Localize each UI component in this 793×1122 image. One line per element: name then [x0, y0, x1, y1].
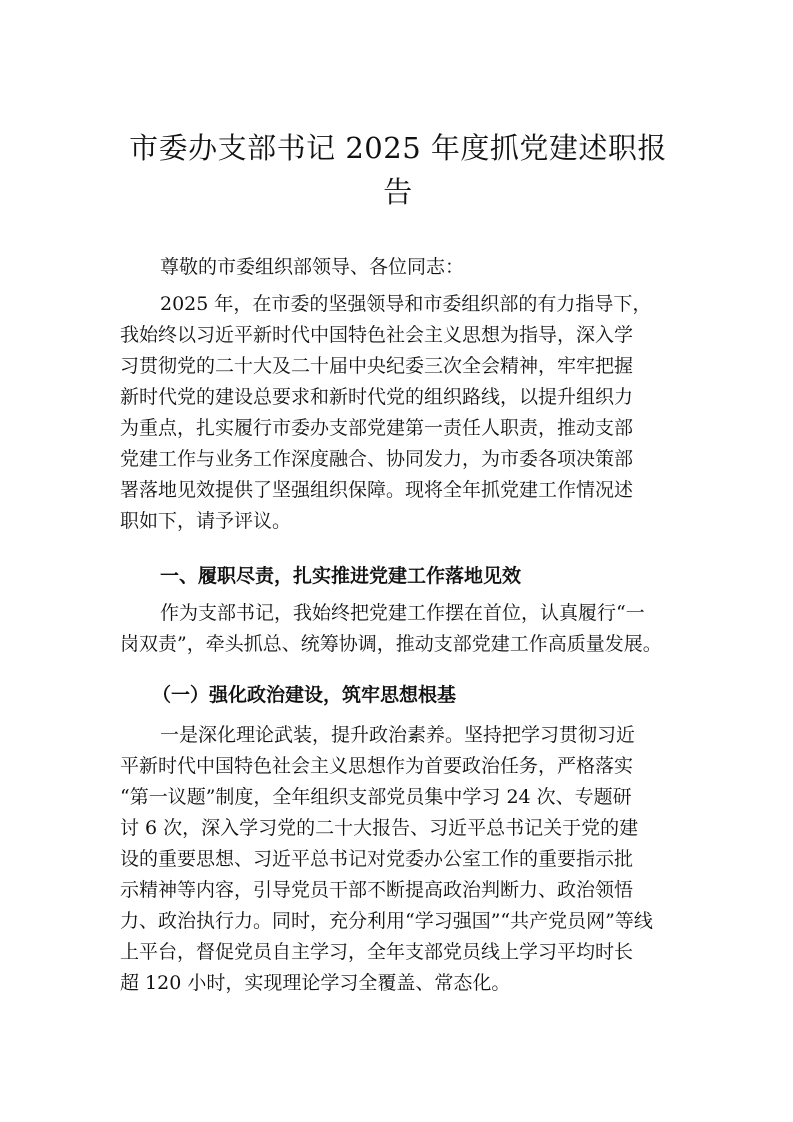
intro-line: 为重点，扎实履行市委办支部党建第一责任人职责，推动支部	[120, 417, 634, 439]
title-line-2: 告	[383, 175, 413, 209]
section-line: 岗双责”，牵头抓总、统筹协调，推动支部党建工作高质量发展。	[120, 633, 662, 655]
subsection-line: 设的重要思想、习近平总书记对党委办公室工作的重要指示批	[120, 848, 634, 870]
intro-line: 习贯彻党的二十大及二十届中央纪委三次全会精神，牢牢把握	[120, 355, 634, 377]
subsection-line: 示精神等内容，引导党员干部不断提高政治判断力、政治领悟	[120, 879, 634, 901]
subsection-line: 讨 6 次，深入学习党的二十大报告、习近平总书记关于党的建	[120, 817, 639, 839]
intro-line: 2025 年，在市委的坚强领导和市委组织部的有力指导下，	[160, 293, 652, 315]
intro-line: 党建工作与业务工作深度融合、协同发力，为市委各项决策部	[120, 448, 634, 470]
subsection-line: 上平台，督促党员自主学习，全年支部党员线上学习平均时长	[120, 941, 634, 963]
subsection-line: “第一议题”制度，全年组织支部党员集中学习 24 次、专题研	[120, 786, 632, 808]
subsection-line: 一是深化理论武装，提升政治素养。坚持把学习贯彻习近	[160, 724, 636, 746]
intro-line: 职如下，请予评议。	[120, 510, 292, 532]
title-line-1: 市委办支部书记 2025 年度抓党建述职报	[129, 131, 667, 165]
subsection-line: 力、政治执行力。同时，充分利用“学习强国”“共产党员网”等线	[120, 910, 653, 932]
document-title	[118, 126, 678, 214]
intro-line: 署落地见效提供了坚强组织保障。现将全年抓党建工作情况述	[120, 479, 634, 501]
subsection-heading: （一）强化政治建设，筑牢思想根基	[152, 684, 457, 706]
greeting: 尊敬的市委组织部领导、各位同志：	[160, 256, 465, 278]
intro-line: 新时代党的建设总要求和新时代党的组织路线，以提升组织力	[120, 386, 634, 408]
intro-line: 我始终以习近平新时代中国特色社会主义思想为指导，深入学	[120, 324, 634, 346]
subsection-line: 超 120 小时，实现理论学习全覆盖、常态化。	[120, 972, 511, 994]
subsection-line: 平新时代中国特色社会主义思想作为首要政治任务，严格落实	[120, 755, 634, 777]
section-line: 作为支部书记，我始终把党建工作摆在首位，认真履行“一	[160, 602, 645, 624]
section-heading: 一、履职尽责，扎实推进党建工作落地见效	[160, 565, 522, 587]
